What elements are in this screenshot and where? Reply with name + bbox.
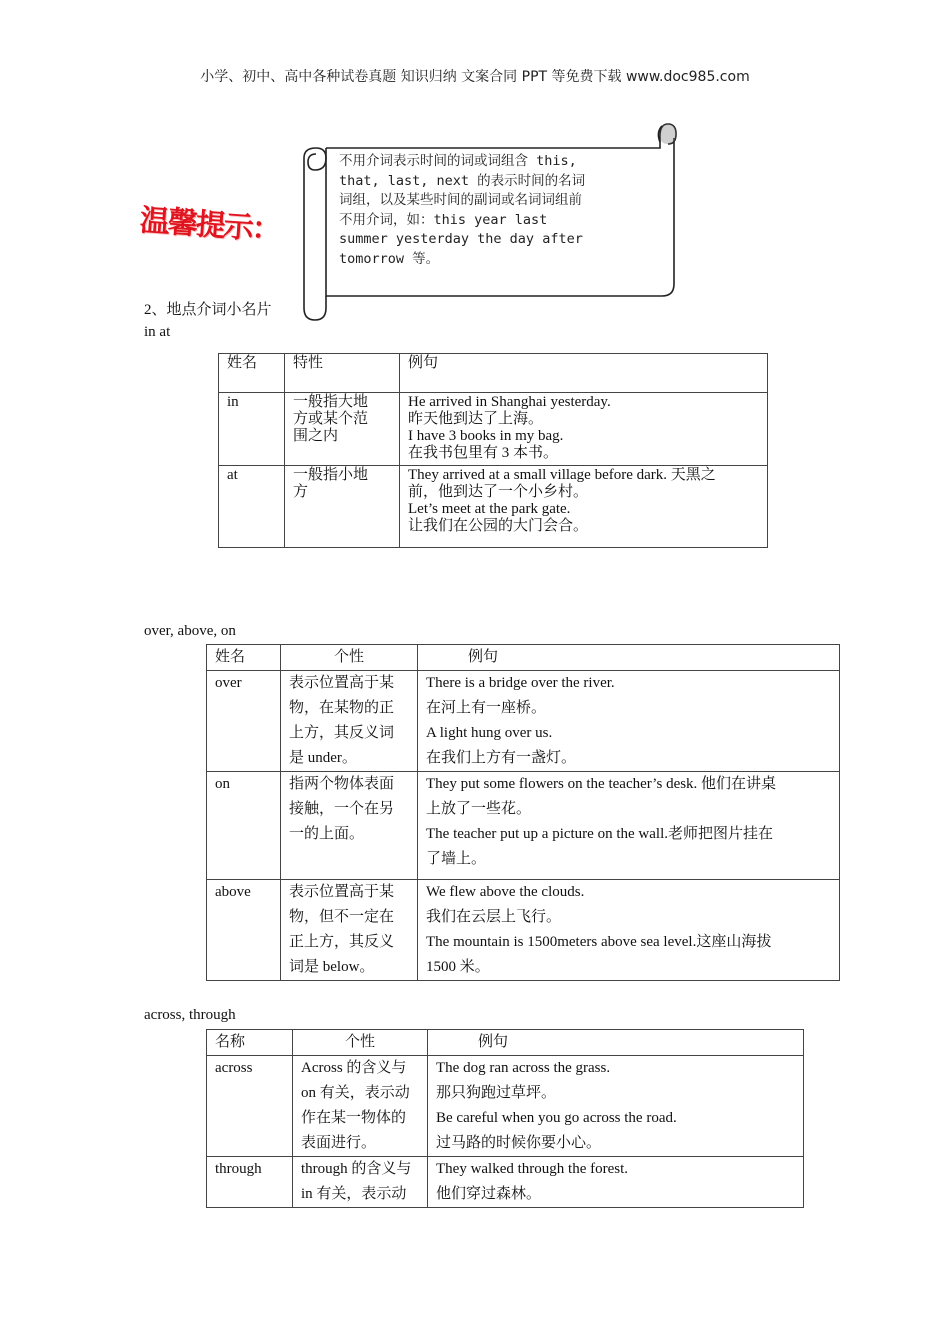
trait-line: 一般指小地 <box>293 467 369 483</box>
name-cell: on <box>207 772 281 880</box>
trait-line: 是 under。 <box>289 750 357 766</box>
table-over-above-on <box>206 644 840 981</box>
example-line: He arrived in Shanghai yesterday. <box>408 394 611 410</box>
header-cell: 姓名 <box>219 354 285 393</box>
trait-line: 表面进行。 <box>301 1135 377 1151</box>
example-line: The teacher put up a picture on the wall.老师把图片挂在 <box>426 826 773 842</box>
trait-line: on 有关，表示动 <box>301 1085 410 1101</box>
example-cell <box>418 880 840 981</box>
example-line: 在河上有一座桥。 <box>426 700 547 716</box>
trait-line: Across 的含义与 <box>301 1060 407 1076</box>
trait-cell <box>293 1157 428 1208</box>
header-cell: 名称 <box>207 1030 293 1056</box>
table-row <box>207 880 840 981</box>
example-line: 他们穿过森林。 <box>436 1186 542 1202</box>
table-row <box>207 671 840 772</box>
section-title: over, above, on <box>144 623 236 639</box>
table-row <box>207 772 840 880</box>
example-line: 昨天他到达了上海。 <box>408 411 544 427</box>
section-subtitle: in at <box>144 324 171 340</box>
trait-line: through 的含义与 <box>301 1161 412 1177</box>
header-cell: 姓名 <box>207 645 281 671</box>
trait-line: 接触，一个在另 <box>289 801 395 817</box>
example-cell <box>418 671 840 772</box>
trait-line: in 有关，表示动 <box>301 1186 407 1202</box>
trait-cell <box>281 772 418 880</box>
trait-cell <box>281 671 418 772</box>
example-cell <box>400 466 768 548</box>
header-cell: 个性 <box>281 645 418 671</box>
trait-line: 围之内 <box>293 428 339 444</box>
example-line: 1500 米。 <box>426 959 490 975</box>
example-line: 我们在云层上飞行。 <box>426 909 562 925</box>
header-cell: 个性 <box>293 1030 428 1056</box>
trait-line: 上方，其反义词 <box>289 725 395 741</box>
tip-line: 不用介词表示时间的词或词组含 this, <box>339 153 577 169</box>
trait-cell <box>293 1056 428 1157</box>
header-cell: 例句 <box>400 354 768 393</box>
trait-line: 指两个物体表面 <box>289 776 395 792</box>
table-header-row <box>207 645 840 671</box>
example-line: There is a bridge over the river. <box>426 675 615 691</box>
trait-cell <box>281 880 418 981</box>
trait-line: 方 <box>293 484 309 500</box>
table-row <box>207 1157 804 1208</box>
trait-line: 词是 below。 <box>289 959 375 975</box>
name-cell: at <box>219 466 285 548</box>
header-cell: 例句 <box>418 645 840 671</box>
example-line: They arrived at a small village before dark. 天黑之 <box>408 467 716 483</box>
table-row <box>207 1056 804 1157</box>
example-cell <box>428 1157 804 1208</box>
tip-line: 不用介词，如：this year last <box>339 211 548 228</box>
tip-line: that, last, next 的表示时间的名词 <box>339 172 586 189</box>
name-cell: over <box>207 671 281 772</box>
example-line: 让我们在公园的大门会合。 <box>408 518 589 534</box>
trait-line: 一的上面。 <box>289 826 365 842</box>
example-line: 过马路的时候你要小心。 <box>436 1135 602 1151</box>
trait-line: 物，但不一定在 <box>289 909 395 925</box>
example-line: 上放了一些花。 <box>426 801 532 817</box>
name-cell: through <box>207 1157 293 1208</box>
trait-line: 方或某个范 <box>293 411 369 427</box>
tip-line: summer yesterday the day after <box>339 231 583 247</box>
table-row <box>219 466 768 548</box>
header-cell: 例句 <box>428 1030 804 1056</box>
example-line: 在我书包里有 3 本书。 <box>408 445 559 461</box>
name-cell: across <box>207 1056 293 1157</box>
example-line: Be careful when you go across the road. <box>436 1110 677 1126</box>
table-row <box>219 393 768 466</box>
example-line: They walked through the forest. <box>436 1161 629 1177</box>
name-cell: in <box>219 393 285 466</box>
page-header: 小学、初中、高中各种试卷真题 知识归纳 文案合同 PPT 等免费下载 www.doc985.com <box>200 69 750 85</box>
tip-label: 温馨提示： <box>138 203 281 248</box>
example-line: 前，他到达了一个小乡村。 <box>408 484 589 500</box>
table-across-through <box>206 1029 804 1208</box>
trait-cell <box>285 393 400 466</box>
tip-line: 词组，以及某些时间的副词或名词词组前 <box>339 192 582 208</box>
example-cell <box>400 393 768 466</box>
section-title: across, through <box>144 1007 236 1023</box>
example-line: 那只狗跑过草坪。 <box>436 1085 557 1101</box>
trait-line: 正上方，其反义 <box>289 934 395 950</box>
example-line: The mountain is 1500meters above sea level.这座山海拔 <box>426 934 772 950</box>
example-line: We flew above the clouds. <box>426 884 585 900</box>
tip-line: tomorrow 等。 <box>339 250 440 267</box>
tip-text <box>339 152 654 269</box>
section-title: 2、地点介词小名片 <box>144 302 272 318</box>
trait-line: 物，在某物的正 <box>289 700 395 716</box>
example-line: The dog ran across the grass. <box>436 1060 611 1076</box>
name-cell: above <box>207 880 281 981</box>
example-line: I have 3 books in my bag. <box>408 428 564 444</box>
trait-line: 表示位置高于某 <box>289 884 395 900</box>
trait-line: 一般指大地 <box>293 394 369 410</box>
example-cell <box>418 772 840 880</box>
example-line: Let’s meet at the park gate. <box>408 501 571 517</box>
example-line: A light hung over us. <box>426 725 553 741</box>
table-in-at <box>218 353 768 548</box>
table-header-row <box>207 1030 804 1056</box>
table-header-row <box>219 354 768 393</box>
example-line: 在我们上方有一盏灯。 <box>426 750 577 766</box>
trait-cell <box>285 466 400 548</box>
example-line: They put some flowers on the teacher’s desk. 他们在讲桌 <box>426 776 777 792</box>
example-line: 了墙上。 <box>426 851 487 867</box>
header-cell: 特性 <box>285 354 400 393</box>
example-cell <box>428 1056 804 1157</box>
trait-line: 表示位置高于某 <box>289 675 395 691</box>
trait-line: 作在某一物体的 <box>301 1110 407 1126</box>
